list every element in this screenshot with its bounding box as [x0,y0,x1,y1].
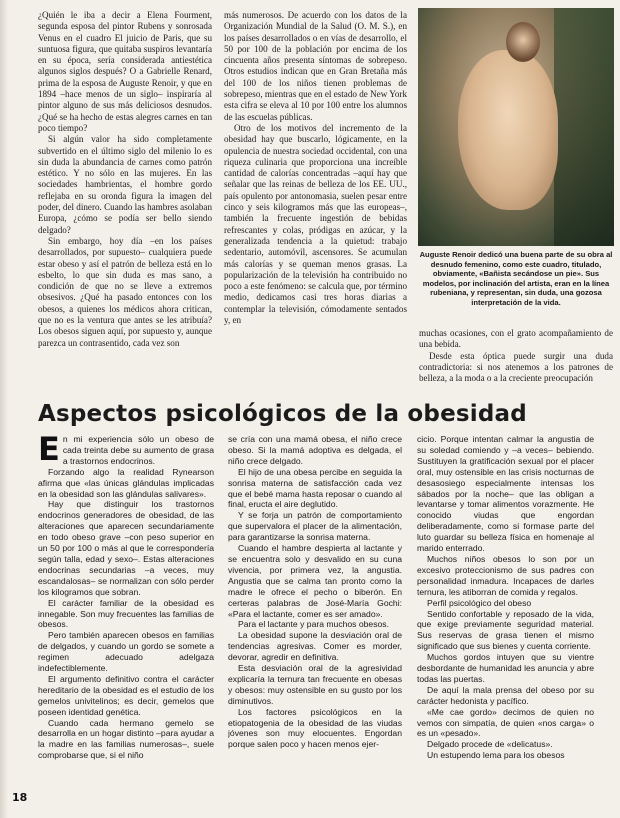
paragraph: Un estupendo lema para los obesos [427,750,565,761]
page-edge-shadow [0,0,8,818]
painting-head [506,22,540,62]
paragraph: Delgado procede de «delicatus». [427,739,553,750]
paragraph: Para el lactante y para muchos obesos. [238,619,389,630]
paragraph: Muchos gordos intuyen que su vientre desbordante de humanidad les anuncia y abre todas las puertas. [417,652,594,684]
subheading: Perfil psicológico del obeso [427,597,532,608]
paragraph: muchas ocasiones, con el grato acompañamiento de una bebida. [419,328,613,350]
paragraph: La obesidad supone la desviación oral de tendencias agresivas. Comer es morder, devorar, agredir en definitiva. [228,630,402,663]
paragraph: Sin embargo, hoy día –en los países desarrollados, por supuesto– cualquiera puede estar obeso y así el patrón de belleza está en lo esbelto, lo que sin duda es mas sano, a condición de que no se lleve a extremos obsesivos. ¿Qué ha pasado entonces con los obesos, a quienes los médicos ahora critican, que no es la ventura que antes se les atribuía? Los obesos siguen aquí, por supuesto y, aunque parezca un contrasentido, cada vez son [38,235,212,348]
paragraph: Los factores psicológicos en la etiopatogenia de la obesidad de las viudas jóvenes son muy elocuentes. Engordan porque salen poco y hacen menos ejer- [228,706,402,750]
bottom-article-column-2 [228,434,402,816]
drop-cap: E [38,434,60,468]
paragraph: Esta desviación oral de la agresividad explicaría la ternura tan frecuente en obesas y obesos: muy ostensible en su gusto por los diminutivos. [228,663,402,706]
paragraph: Desde esta óptica puede surgir una duda contradictoria: si nos atenemos a los patrones de belleza, a la moda o a la creciente preocupación [419,350,613,384]
top-article-column-1 [38,10,212,382]
paragraph: Pero también aparecen obesos en familias de delgados, y cuando un gordo se somete a regimen adecuado adelgaza indefectiblemente. [38,630,214,674]
page-number: 18 [12,791,28,804]
bottom-article-column-1 [38,434,214,816]
bottom-article-column-3 [417,434,594,816]
paragraph: Cuando cada hermano gemelo se desarrolla en un hogar distinto –para ayudar a la madre en las familias numerosas–, suele comprobarse que, si el niño [38,717,214,761]
article-title: Aspectos psicológicos de la obesidad [38,401,527,427]
paragraph: se cría con una mamá obesa, el niño crece obeso. Si la mamá adoptiva es delgada, el niño crece delgado. [228,434,402,466]
paragraph: Hay que distinguir los trastornos endocrinos generadores de obesidad, de las alteraciones que aparecen secundariamente en todo obeso grave –con peso superior en un 50 por 100 o más al que le correspondería según talla, edad y sexo–. Estas alteraciones endocrinas secundarias –a veces, muy escandalosas– se normalizan con sólo perder los kilogramos que sobran. [38,499,214,597]
caption-lead: Auguste Renoir dedicó una buena parte de su obra al desnudo femenino, como este cuadro, titulado, obviamente, «Bañista secándose un pie». [419,250,613,279]
paragraph: cicio. Porque intentan calmar la angustia de su soledad comiendo y –a veces– bebiendo. Sustituyen la gratificación sexual por el placer oral, muy ostensible en las crisis nocturnas de desasosiego especialmente intensas los sábados por la noche– que las obligan a levantarse y tomar alimentos vorazmente. He conocido viudas que engordan deliberadamente, como si formase parte del luto guardar su belleza física en homenaje al marido enterrado. [417,434,594,554]
paragraph: Si algún valor ha sido completamente subvertido en el último siglo del milenio lo es sin duda la abundancia de carnes como patrón estético. Y no sólo en las mujeres. En las sociedades hambrientas, el hombre gordo reflejaba en su oronda figura la imagen del poder, del dinero. Cuando las hambres asolaban Europa, ¿cómo se podía ser bello siendo delgado? [38,134,212,235]
paragraph: «Me cae gordo» decimos de quien no vemos con simpatía, de quien «nos carga» o es un «pesado». [417,706,594,739]
top-article-column-2 [224,10,407,382]
paragraph: Sentido confortable y reposado de la vida, que exige previamente seguridad material. Sus reservas de grasa tienen el mismo significado que sus bienes y cuenta corriente. [417,608,594,652]
top-article-column-3 [419,328,613,384]
paragraph: Otro de los motivos del incremento de la obesidad hay que buscarlo, lógicamente, en la opulencia de nuestra sociedad occidental, con una riqueza culinaria que proporciona una increíble cantidad de calorías concentradas –aquí hay que señalar que las reinas de belleza de los EE. UU., país opulento por antonomasia, suelen pesar entre cinco y seis kilogramos más que las europeas–, también la frecuente ingestión de bebidas refrescantes y colas, pródigas en azúcar, y la generalizada tendencia a la quietud: trabajo sedentario, automóvil, ascensores. Se acumulan más calorías y se queman menos grasas. La popularización de la televisión ha contribuido no poco a este fenómeno: se calcula que, por término medio, dedicamos casi tres horas diarias a contemplar la televisión, cómodamente sentados y, en [224,122,407,326]
paragraph: El hijo de una obesa percibe en seguida la sonrisa materna de satisfacción cada vez que el bebé mama hasta reposar o cuando al final, eructa el aire deglutido. [228,466,402,510]
photo-caption [419,250,613,308]
painting-nude-bather-image [418,8,614,246]
painting-figure [458,50,558,210]
paragraph [38,434,214,467]
paragraph: Muchos niños obesos lo son por un excesivo proteccionismo de sus padres con personalidad inmadura. Incapaces de darles ternura, les atiborran de comida y regalos. [417,553,594,597]
paragraph: Forzando algo la realidad Rynearson afirma que «las únicas glándulas implicadas en la obesidad son las glándulas salivares». [38,466,214,499]
paragraph: Cuando el hambre despierta al lactante y se encuentra solo y desvalido en su cuna vivencia, por primera vez, la angustia. Angustia que se calma tan pronto como la madre le ofrece el pecho o biberón. En certeras palabras de José-María Gochi: «Para el lactante, comer es ser amado». [228,543,402,619]
caption-rest: Sus modelos, por inclinación del artista, eran en la línea rubeniana, y representan, sin duda, una gozosa interpretación de la vida. [422,269,610,307]
paragraph: Y se forja un patrón de comportamiento que supervalora el placer de la alimentación, para garantizarse la sonrisa materna. [228,510,402,543]
paragraph: El argumento definitivo contra el carácter hereditario de la obesidad es el estudio de los gemelos univitelinos; es decir, gemelos que poseen identidad genética. [38,673,214,717]
paragraph: El carácter familiar de la obesidad es innegable. Son muy frecuentes las familias de obesos. [38,597,214,630]
paragraph: más numerosos. De acuerdo con los datos de la Organización Mundial de la Salud (O. M. S.), en los países desarrollados o en vías de desarrollo, el 50 por 100 de la población por encima de los cincuenta años presenta síntomas de sobrepeso. Otros estudios indican que en Gran Bretaña más del 100 de los niños tienen problemas de sobrepeso, mientras que en el estado de New York esta cifra se eleva al 10 por 100 entre los alumnos de las escuelas públicas. [224,10,407,122]
paragraph: ¿Quién le iba a decir a Elena Fourment, segunda esposa del pintor Rubens y sonrosada Venus en el cuadro El juicio de Paris, que su suntuosa figura, que quitaba suspiros levantaría en su época, sería considerada antiestética algunos siglos después? O a Gabrielle Renard, prima de la esposa de Auguste Renoir, y que en 1894 –hace menos de un siglo– inspiraría al pintor alguno de sus más deliciosos desnudos. ¿Qué se ha hecho de estas alegres carnes en tan poco tiempo? [38,10,212,133]
first-paragraph-text: n mi experiencia sólo un obeso de cada treinta debe su aumento de grasa a trastornos endocrinos. [62,434,214,466]
paragraph: De aquí la mala prensa del obeso por su carácter hedonista y pacífico. [417,684,594,706]
painting-foliage [554,8,614,246]
